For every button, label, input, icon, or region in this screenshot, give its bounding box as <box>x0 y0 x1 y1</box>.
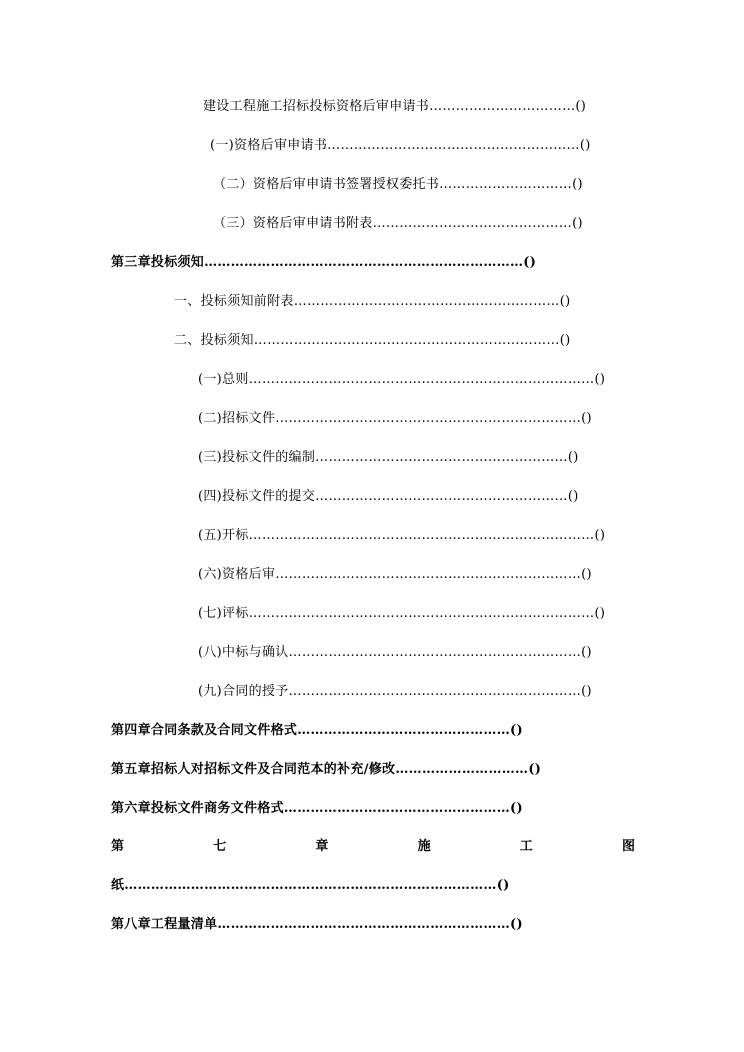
chapter-7-char: 第 <box>111 839 125 854</box>
toc-entry-bid-opening: (五)开标……………………………………………………………………() <box>198 528 606 543</box>
toc-entry-qualification-application-form: (一)资格后审申请书…………………………………………………() <box>210 138 591 153</box>
toc-entry-general: (一)总则……………………………………………………………………() <box>198 372 606 387</box>
toc-chapter-3: 第三章投标须知………………………………………………………………() <box>111 255 537 270</box>
chapter-7-char: 章 <box>315 839 329 854</box>
toc-entry-qualification-application: 建设工程施工招标投标资格后审申请书……………………………() <box>203 99 587 114</box>
chapter-7-char: 图 <box>621 839 635 854</box>
toc-chapter-6: 第六章投标文件商务文件格式……………………………………………() <box>111 801 523 816</box>
toc-entry-evaluation: (七)评标……………………………………………………………………() <box>198 606 606 621</box>
toc-entry-contract-award: (九)合同的授予…………………………………………………………() <box>198 684 592 699</box>
toc-entry-application-appendix: （三）资格后审申请书附表………………………………………() <box>213 216 583 231</box>
toc-entry-bidding-notes: 二、投标须知……………………………………………………………() <box>174 333 571 348</box>
toc-chapter-4: 第四章合同条款及合同文件格式…………………………………………() <box>111 723 523 738</box>
toc-entry-bid-preparation: (三)投标文件的编制…………………………………………………() <box>198 450 579 465</box>
chapter-7-char: 施 <box>417 839 431 854</box>
toc-entry-tender-documents: (二)招标文件……………………………………………………………() <box>198 411 592 426</box>
toc-chapter-7-heading <box>111 838 635 856</box>
toc-chapter-7-continuation: 纸…………………………………………………………………………() <box>111 878 510 893</box>
chapter-7-char: 工 <box>519 839 533 854</box>
chapter-7-char: 七 <box>213 839 227 854</box>
toc-entry-post-qualification: (六)资格后审……………………………………………………………() <box>198 567 592 582</box>
toc-entry-authorization-letter: （二）资格后审申请书签署授权委托书…………………………() <box>213 177 583 192</box>
toc-entry-award-confirmation: (八)中标与确认…………………………………………………………() <box>198 645 592 660</box>
toc-chapter-5: 第五章招标人对招标文件及合同范本的补充/修改…………………………() <box>111 762 542 777</box>
toc-chapter-8: 第八章工程量清单…………………………………………………………() <box>111 917 523 932</box>
toc-entry-bid-submission: (四)投标文件的提交…………………………………………………() <box>198 489 579 504</box>
toc-entry-bidding-notes-table: 一、投标须知前附表……………………………………………………() <box>174 294 571 309</box>
